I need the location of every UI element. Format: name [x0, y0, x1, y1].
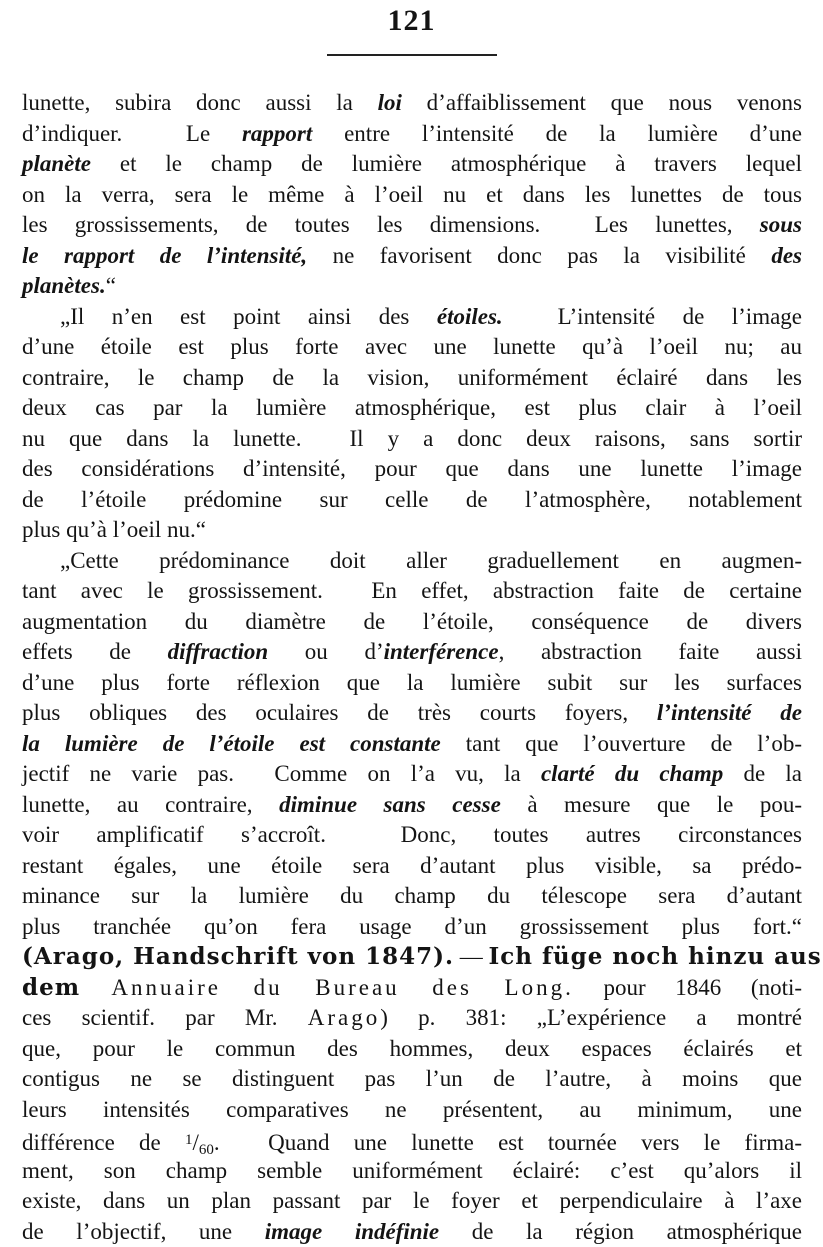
text-segment: tant avec le grossissement. En effet, abstraction faite de certaine [22, 578, 802, 603]
text-segment: clarté du champ [541, 761, 723, 786]
text-segment: pour 1846 (noti- [574, 975, 802, 1000]
text-line [22, 1125, 802, 1156]
text-line [22, 210, 802, 241]
text-segment: Ich füge noch hinzu aus [489, 943, 822, 970]
text-segment: — [454, 944, 489, 969]
text-line [22, 912, 802, 943]
text-segment: deux cas par la lumière atmosphérique, est plus clair à l’oeil [22, 395, 802, 420]
text-segment: voir amplificatif s’accroît. Donc, toutes autres circonstances [22, 822, 802, 847]
text-line [22, 1034, 802, 1065]
text-segment: 1 [185, 1132, 193, 1148]
text-segment: plus obliques des oculaires de très courts foyers, [22, 700, 657, 725]
text-line [22, 1217, 802, 1247]
text-segment: jectif ne varie pas. Comme on l’a vu, la [22, 761, 541, 786]
text-segment: dem [22, 974, 80, 1001]
text-segment: d’affaiblissement que nous venons [402, 90, 802, 115]
text-segment: plus tranchée qu’on fera usage d’un grossissement plus fort.“ [22, 914, 802, 939]
text-line [22, 729, 802, 760]
text-segment: ment, son champ semble uniformément éclairé: c’est qu’alors il [22, 1158, 802, 1183]
text-line [22, 851, 802, 882]
body-text [22, 88, 802, 1247]
text-segment: ou d’ [268, 639, 383, 664]
text-segment: nu que dans la lunette. Il y a donc deux raisons, sans sortir [22, 426, 802, 451]
text-segment: entre l’intensité de la lumière d’une [312, 121, 802, 146]
text-segment: ) p. 381: „L’expérience a montré [380, 1005, 802, 1030]
text-segment: sous [760, 212, 802, 237]
text-segment: d’indiquer. Le [22, 121, 242, 146]
text-line [22, 149, 802, 180]
text-line [22, 790, 802, 821]
text-line [22, 637, 802, 668]
text-line [22, 942, 802, 973]
text-line [22, 271, 802, 302]
text-line [22, 546, 802, 577]
text-line [22, 576, 802, 607]
text-line [22, 973, 802, 1004]
text-line [22, 393, 802, 424]
text-segment: diffraction [168, 639, 269, 664]
text-segment: les grossissements, de toutes les dimensions. Les lunettes, [22, 212, 760, 237]
text-line [22, 515, 802, 546]
text-line [22, 241, 802, 272]
text-segment: restant égales, une étoile sera d’autant plus visible, sa prédo- [22, 853, 802, 878]
text-segment: plus qu’à l’oeil nu.“ [22, 517, 206, 542]
text-segment: image indéfinie [265, 1219, 439, 1244]
text-segment: l’intensité de [657, 700, 802, 725]
text-line [22, 698, 802, 729]
text-line [22, 302, 802, 333]
page-number: 121 [0, 4, 823, 38]
text-line [22, 1186, 802, 1217]
text-segment: à mesure que le pou- [501, 792, 802, 817]
text-segment: planètes. [22, 273, 106, 298]
text-segment: contraire, le champ de la vision, uniformément éclairé dans les [22, 365, 802, 390]
text-segment: le rapport de l’intensité, [22, 243, 307, 268]
text-segment: de l’étoile prédomine sur celle de l’atmosphère, notablement [22, 487, 802, 512]
text-segment: tant que l’ouverture de l’ob- [441, 731, 802, 756]
text-line [22, 332, 802, 363]
text-segment: des considérations d’intensité, pour que dans une lunette l’image [22, 456, 802, 481]
text-line [22, 454, 802, 485]
text-segment: des [771, 243, 802, 268]
text-segment: leurs intensités comparatives ne présentent, au minimum, une [22, 1097, 802, 1122]
text-segment: „Cette prédominance doit aller graduellement en augmen- [60, 548, 802, 573]
text-line [22, 881, 802, 912]
text-segment: „Il n’en est point ainsi des [60, 304, 437, 329]
text-line [22, 607, 802, 638]
text-segment: que, pour le commun des hommes, deux espaces éclairés et [22, 1036, 802, 1061]
text-segment: d’une plus forte réflexion que la lumière subit sur les surfaces [22, 670, 802, 695]
text-segment: / [193, 1130, 199, 1155]
text-segment: étoiles. [437, 304, 503, 329]
text-segment: contigus ne se distinguent pas l’un de l’autre, à moins que [22, 1066, 802, 1091]
text-segment: on la verra, sera le même à l’oeil nu et dans les lunettes de tous [22, 182, 802, 207]
text-segment: lunette, subira donc aussi la [22, 90, 378, 115]
text-segment: et le champ de lumière atmosphérique à travers lequel [91, 151, 802, 176]
text-segment: existe, dans un plan passant par le foyer et perpendiculaire à l’axe [22, 1188, 802, 1213]
text-segment: planète [22, 151, 91, 176]
text-line [22, 1064, 802, 1095]
text-segment: interférence [384, 639, 499, 664]
text-line [22, 119, 802, 150]
text-segment: rapport [242, 121, 312, 146]
text-segment: (Arago, Handschrift von 1847). [22, 943, 454, 970]
text-line [22, 759, 802, 790]
text-segment: d’une étoile est plus forte avec une lunette qu’à l’oeil nu; au [22, 334, 802, 359]
text-segment: , abstraction faite aussi [499, 639, 802, 664]
text-segment: de la région atmosphérique [439, 1219, 802, 1244]
header-rule [327, 54, 497, 56]
text-line [22, 1156, 802, 1187]
text-segment: effets de [22, 639, 168, 664]
text-line [22, 1003, 802, 1034]
text-segment: de la [723, 761, 802, 786]
text-line [22, 88, 802, 119]
text-segment: Arago [308, 1005, 380, 1030]
text-line [22, 180, 802, 211]
text-line [22, 1095, 802, 1126]
text-segment: “ [106, 273, 116, 298]
text-segment: lunette, au contraire, [22, 792, 279, 817]
text-segment: diminue sans cesse [279, 792, 501, 817]
text-segment: ne favorisent donc pas la visibilité [307, 243, 771, 268]
text-line [22, 363, 802, 394]
text-segment: loi [378, 90, 402, 115]
text-segment: 60 [199, 1142, 214, 1158]
text-segment: minance sur la lumière du champ du télescope sera d’autant [22, 883, 802, 908]
text-segment: de l’objectif, une [22, 1219, 265, 1244]
text-segment: augmentation du diamètre de l’étoile, conséquence de divers [22, 609, 802, 634]
text-segment: . Quand une lunette est tournée vers le firma- [214, 1130, 802, 1155]
text-segment: ces scientif. par Mr. [22, 1005, 308, 1030]
text-segment: la lumière de l’étoile est constante [22, 731, 441, 756]
text-segment: Annuaire du Bureau des Long. [80, 975, 574, 1000]
text-line [22, 485, 802, 516]
text-segment: L’intensité de l’image [503, 304, 802, 329]
text-line [22, 668, 802, 699]
text-segment: différence de [22, 1130, 185, 1155]
text-line [22, 424, 802, 455]
text-line [22, 820, 802, 851]
